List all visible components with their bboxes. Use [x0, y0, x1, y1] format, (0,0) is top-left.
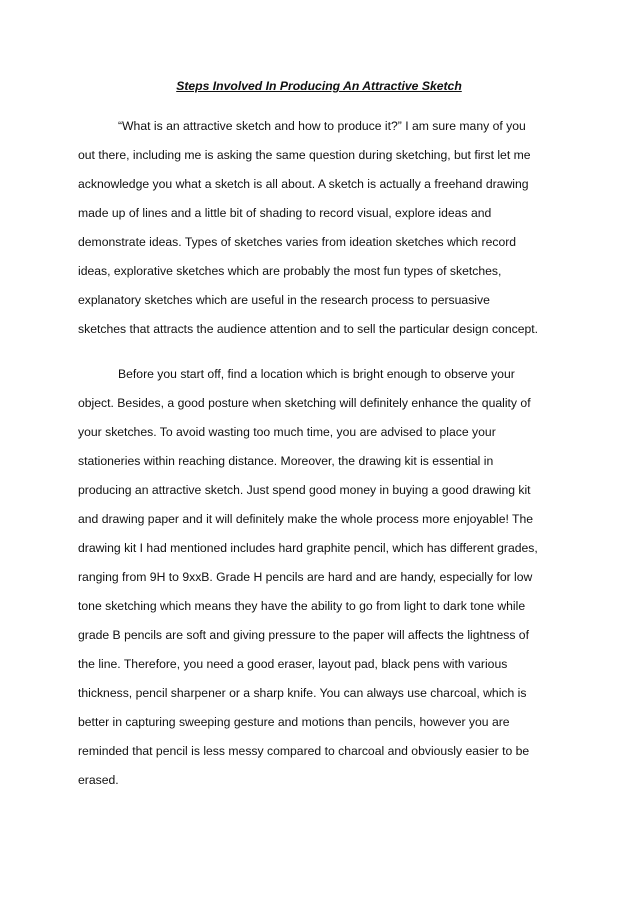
paragraph-2-line-13: better in capturing sweeping gesture and motions than pencils, however you are	[78, 715, 510, 729]
paragraph-1-line-5: demonstrate ideas. Types of sketches varies from ideation sketches which record	[78, 235, 517, 249]
paragraph-1-line-7: explanatory sketches which are useful in the research process to persuasive	[78, 293, 490, 307]
paragraph-2-line-10: grade B pencils are soft and giving pressure to the paper will affects the lightness of	[78, 628, 529, 642]
paragraph-2-line-1: Before you start off, find a location which is bright enough to observe your	[118, 367, 515, 381]
paragraph-2-line-6: and drawing paper and it will definitely make the whole process more enjoyable! The	[78, 512, 534, 526]
paragraph-2-line-8: ranging from 9H to 9xxB. Grade H pencils are hard and are handy, especially for low	[78, 570, 533, 584]
paragraph-2-line-4: stationeries within reaching distance. Moreover, the drawing kit is essential in	[78, 454, 494, 468]
paragraph-2-line-7: drawing kit I had mentioned includes hard graphite pencil, which has different grades,	[78, 541, 538, 555]
paragraph-2-line-11: the line. Therefore, you need a good eraser, layout pad, black pens with various	[78, 657, 508, 671]
paragraph-2-line-12: thickness, pencil sharpener or a sharp knife. You can always use charcoal, which is	[78, 686, 527, 700]
paragraph-1-line-1: “What is an attractive sketch and how to produce it?” I am sure many of you	[118, 119, 526, 133]
paragraph-2-line-9: tone sketching which means they have the ability to go from light to dark tone while	[78, 599, 526, 613]
paragraph-2-line-15: erased.	[78, 773, 119, 787]
paragraph-2-line-14: reminded that pencil is less messy compared to charcoal and obviously easier to be	[78, 744, 530, 758]
paragraph-1-line-2: out there, including me is asking the same question during sketching, but first let me	[78, 148, 531, 162]
paragraph-1-line-8: sketches that attracts the audience attention and to sell the particular design concept.	[78, 322, 539, 336]
paragraph-2-line-5: producing an attractive sketch. Just spend good money in buying a good drawing kit	[78, 483, 531, 497]
paragraph-1-line-6: ideas, explorative sketches which are probably the most fun types of sketches,	[78, 264, 502, 278]
paragraph-1-line-3: acknowledge you what a sketch is all about. A sketch is actually a freehand drawing	[78, 177, 529, 191]
paragraph-1-line-4: made up of lines and a little bit of shading to record visual, explore ideas and	[78, 206, 492, 220]
paragraph-2-line-3: your sketches. To avoid wasting too much time, you are advised to place your	[78, 425, 496, 439]
paragraph-2-line-2: object. Besides, a good posture when sketching will definitely enhance the quality of	[78, 396, 531, 410]
document-title: Steps Involved In Producing An Attractive Sketch	[176, 79, 462, 93]
